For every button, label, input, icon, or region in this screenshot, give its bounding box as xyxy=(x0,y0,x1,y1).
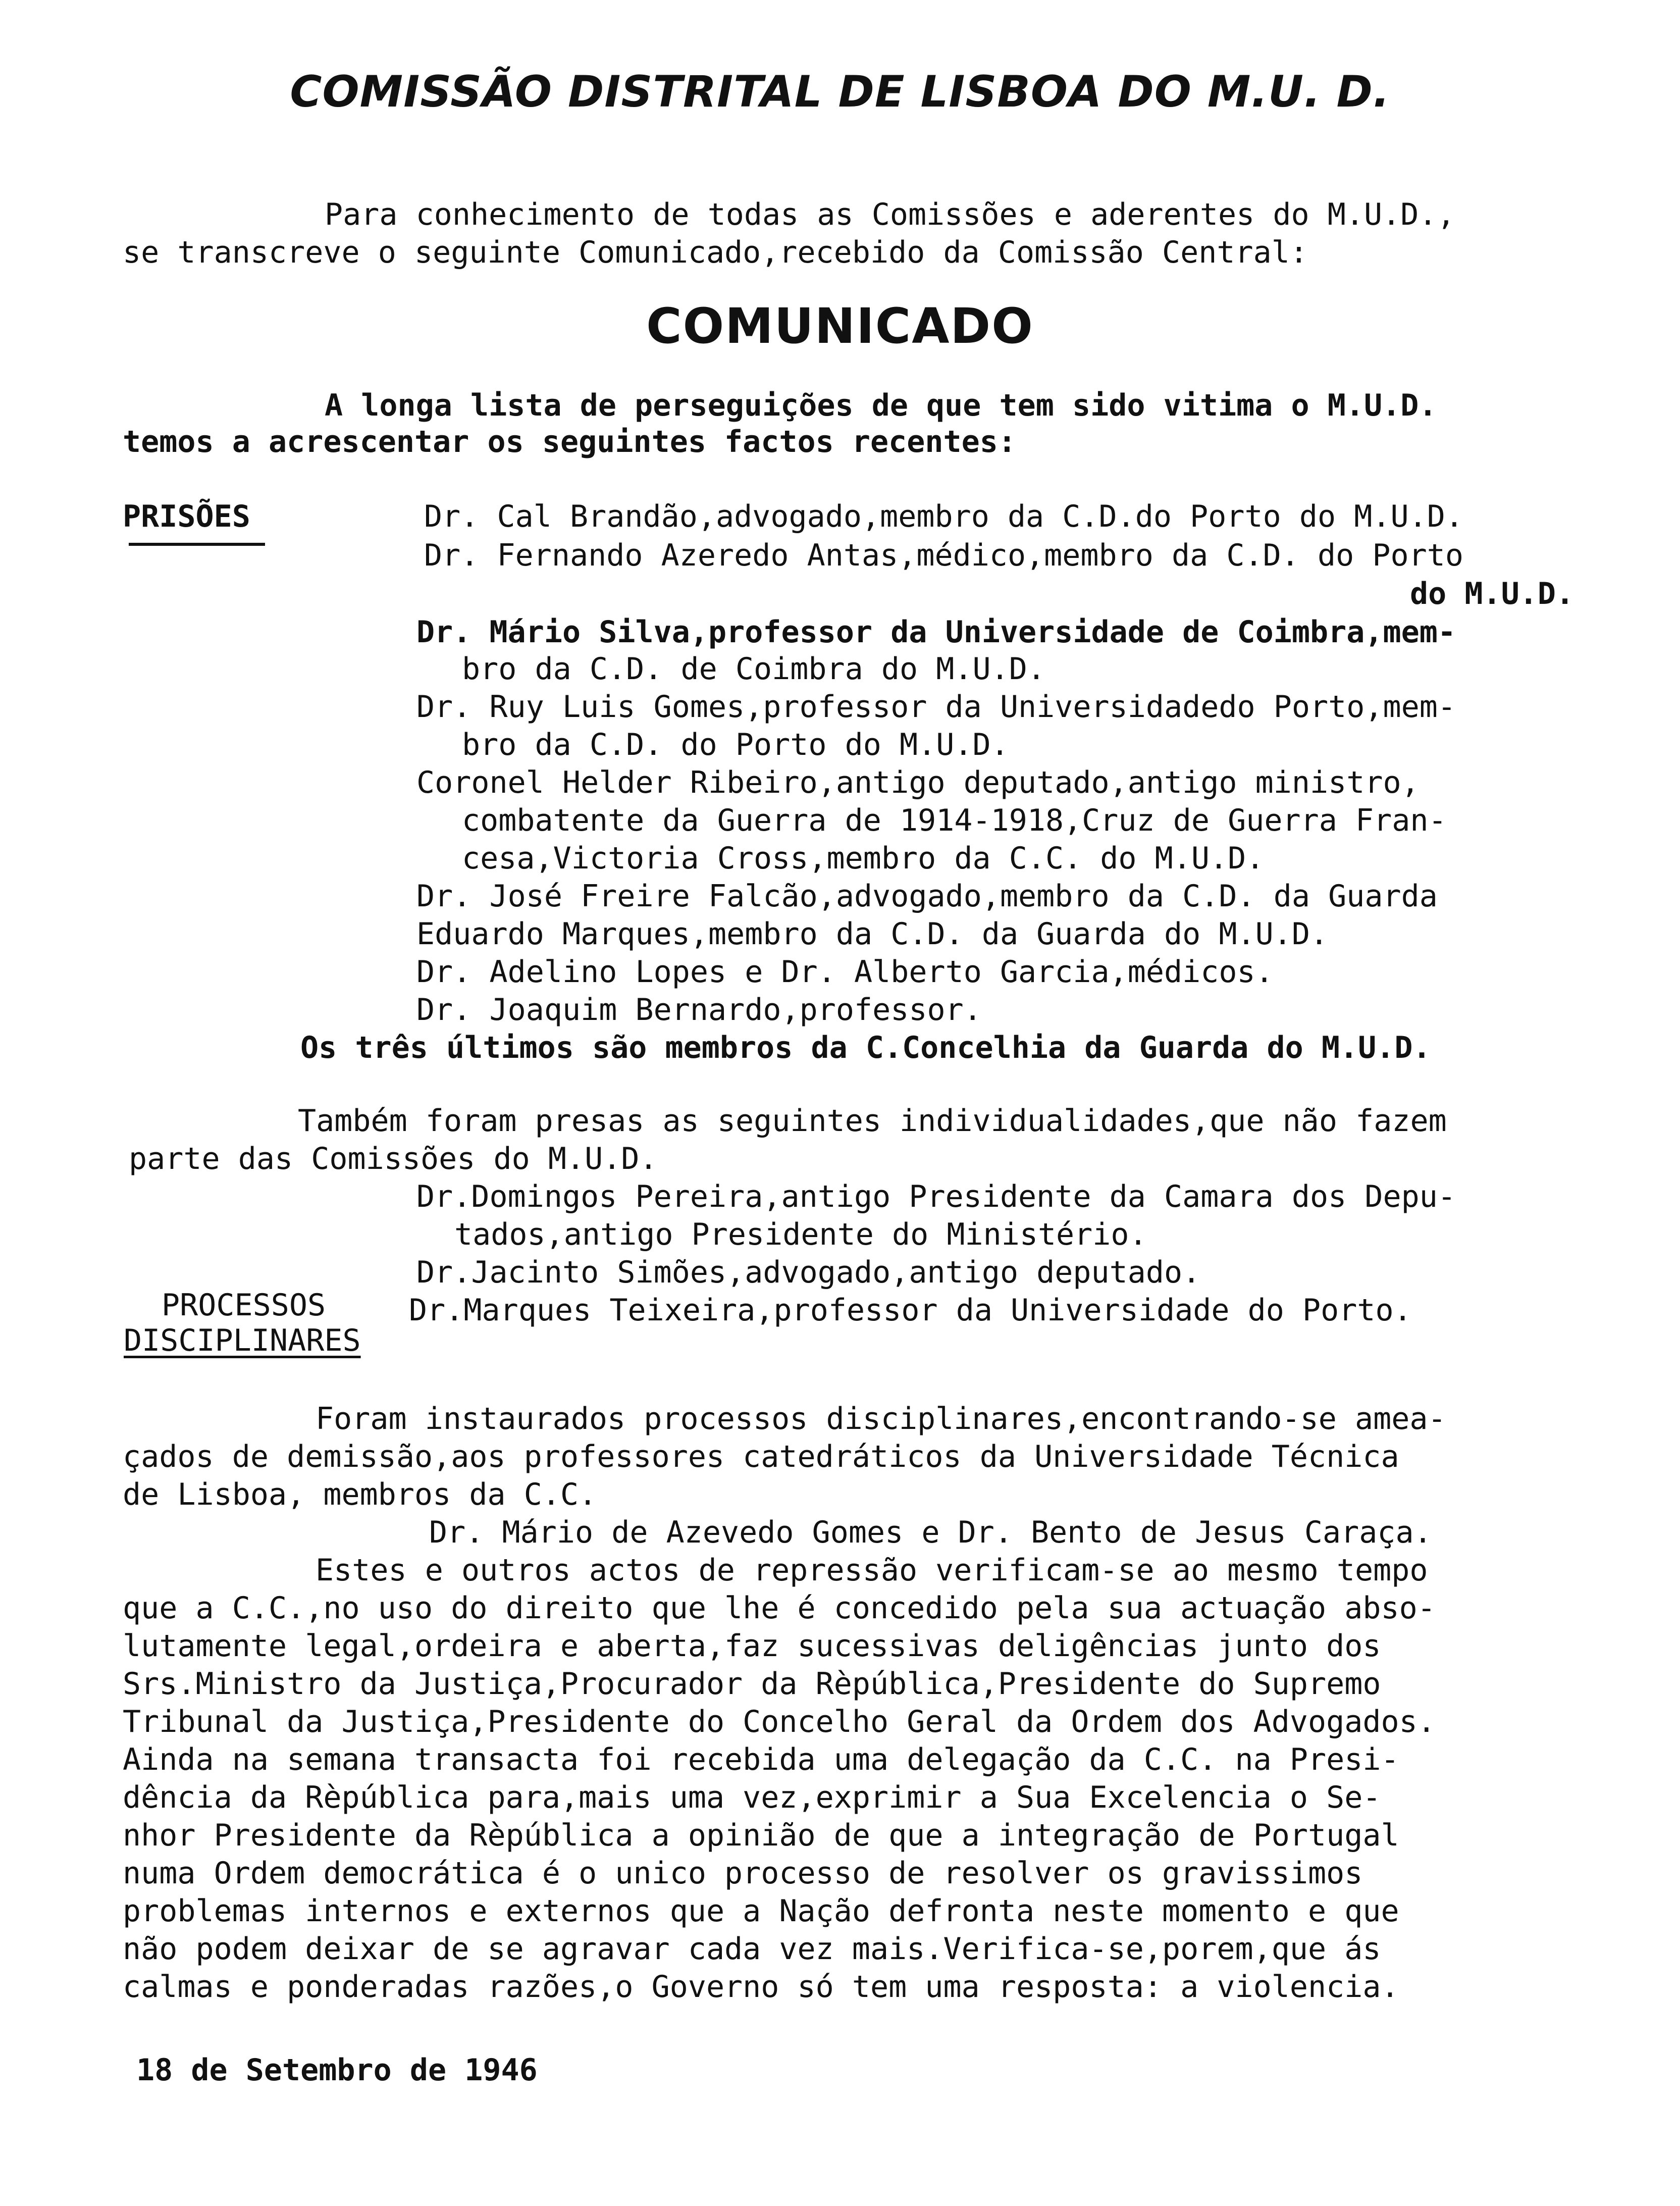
prisao-line: cesa,Victoria Cross,membro da C.C. do M.U.D. xyxy=(462,841,1265,876)
prisoes-underline xyxy=(129,543,265,546)
processo-line: Tribunal da Justiça,Presidente do Concelho Geral da Ordem dos Advogados. xyxy=(123,1704,1436,1739)
prisao-line: Dr. Mário Silva,professor da Universidade de Coimbra,mem- xyxy=(416,614,1456,650)
prisao-line: Dr. Ruy Luis Gomes,professor da Universidadedo Porto,mem- xyxy=(416,689,1456,725)
prisao-line: Dr. José Freire Falcão,advogado,membro da C.D. da Guarda xyxy=(416,879,1438,914)
processo-line: nhor Presidente da Rèpública a opinião de que a integração de Portugal xyxy=(123,1818,1399,1853)
tambem-line: tados,antigo Presidente do Ministério. xyxy=(454,1217,1147,1252)
processo-line: Foram instaurados processos disciplinares,encontrando-se amea- xyxy=(316,1401,1446,1437)
processo-line: çados de demissão,aos professores catedráticos da Universidade Técnica xyxy=(123,1439,1399,1474)
processo-line: Estes e outros actos de repressão verificam-se ao mesmo tempo xyxy=(316,1553,1428,1588)
processo-line: calmas e ponderadas razões,o Governo só tem uma resposta: a violencia. xyxy=(123,1969,1399,2005)
prisao-line: Eduardo Marques,membro da C.D. da Guarda do M.U.D. xyxy=(416,916,1329,952)
prisao-line: bro da C.D. de Coimbra do M.U.D. xyxy=(462,651,1045,687)
tambem-line: Também foram presas as seguintes individualidades,que não fazem xyxy=(298,1103,1447,1139)
prisao-line: Dr. Joaquim Bernardo,professor. xyxy=(416,992,982,1028)
processo-line: lutamente legal,ordeira e aberta,faz sucessivas deligências junto dos xyxy=(123,1628,1381,1664)
comunicado-heading: COMUNICADO xyxy=(646,298,1034,354)
prisao-line: bro da C.D. do Porto do M.U.D. xyxy=(462,727,1009,762)
prisao-line: Coronel Helder Ribeiro,antigo deputado,antigo ministro, xyxy=(416,765,1420,800)
lead-line-1: A longa lista de perseguições de que tem sido vitima o M.U.D. xyxy=(325,388,1437,423)
intro-line-2: se transcreve o seguinte Comunicado,recebido da Comissão Central: xyxy=(123,235,1308,270)
disciplinares-label: DISCIPLINARES xyxy=(124,1323,361,1358)
prisao-line: combatente da Guerra de 1914-1918,Cruz de Guerra Fran- xyxy=(462,803,1447,838)
processo-line: problemas internos e externos que a Nação defronta neste momento e que xyxy=(123,1893,1399,1929)
prisao-line: Dr. Fernando Azeredo Antas,médico,membro da C.D. do Porto xyxy=(424,538,1464,573)
tambem-line: Dr.Domingos Pereira,antigo Presidente da Camara dos Depu- xyxy=(416,1179,1456,1214)
processo-line: dência da Rèpública para,mais uma vez,exprimir a Sua Excelencia o Se- xyxy=(123,1780,1381,1815)
prisoes-label: PRISÕES xyxy=(123,499,250,534)
document-date: 18 de Setembro de 1946 xyxy=(136,2053,538,2088)
processo-line: Ainda na semana transacta foi recebida uma delegação da C.C. na Presi- xyxy=(123,1742,1399,1777)
processos-label: PROCESSOS xyxy=(162,1288,326,1323)
processo-line: de Lisboa, membros da C.C. xyxy=(123,1477,597,1512)
tambem-line: parte das Comissões do M.U.D. xyxy=(129,1141,658,1176)
intro-line-1: Para conhecimento de todas as Comissões e aderentes do M.U.D., xyxy=(325,197,1455,232)
processo-line: não podem deixar de se agravar cada vez mais.Verifica-se,porem,que ás xyxy=(123,1931,1381,1967)
prisao-line: Dr. Adelino Lopes e Dr. Alberto Garcia,médicos. xyxy=(416,954,1274,990)
processo-line: Dr. Mário de Azevedo Gomes e Dr. Bento de Jesus Caraça. xyxy=(429,1515,1432,1550)
tambem-line: Dr.Marques Teixeira,professor da Universidade do Porto. xyxy=(409,1293,1412,1328)
lead-line-2: temos a acrescentar os seguintes factos recentes: xyxy=(123,424,1017,459)
prisao-line: do M.U.D. xyxy=(1410,576,1574,611)
processo-line: numa Ordem democrática é o unico processo de resolver os gravissimos xyxy=(123,1856,1363,1891)
prisao-line: Os três últimos são membros da C.Concelhia da Guarda do M.U.D. xyxy=(300,1030,1431,1065)
prisao-line: Dr. Cal Brandão,advogado,membro da C.D.do Porto do M.U.D. xyxy=(424,499,1464,534)
document-title: COMISSÃO DISTRITAL DE LISBOA DO M.U. D. xyxy=(290,67,1390,117)
tambem-line: Dr.Jacinto Simões,advogado,antigo deputado. xyxy=(416,1255,1201,1290)
processo-line: que a C.C.,no uso do direito que lhe é concedido pela sua actuação abso- xyxy=(123,1591,1436,1626)
processo-line: Srs.Ministro da Justiça,Procurador da Rèpública,Presidente do Supremo xyxy=(123,1666,1381,1702)
